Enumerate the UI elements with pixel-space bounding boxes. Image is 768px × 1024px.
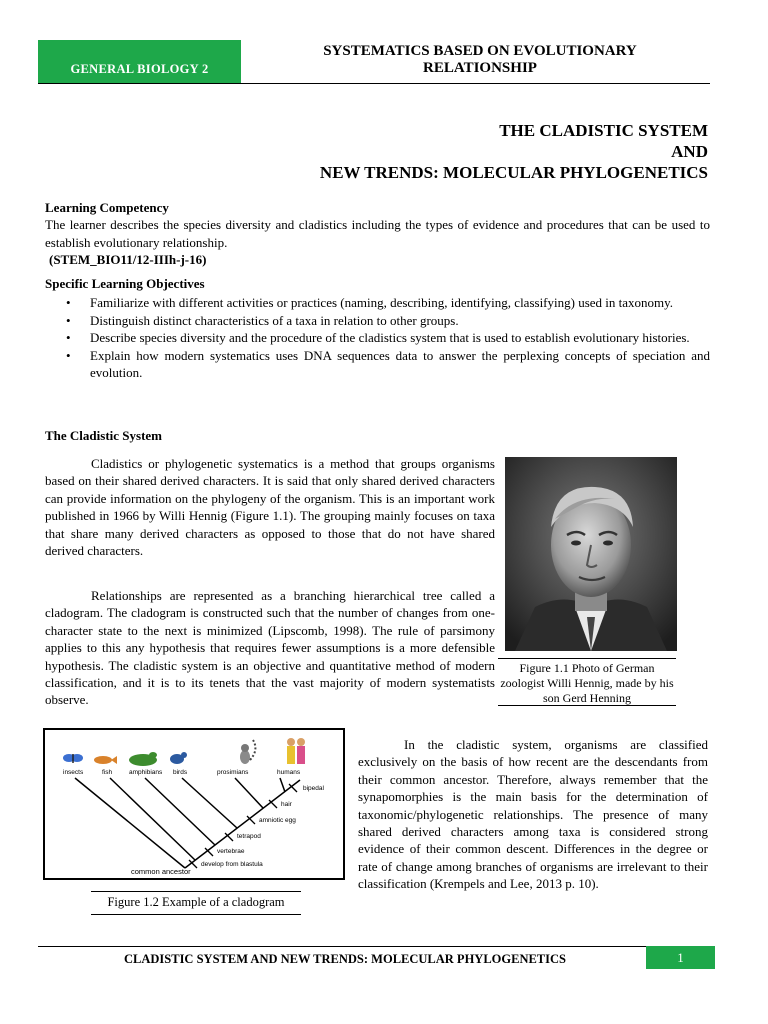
trait-label: bipedal: [303, 785, 324, 792]
butterfly-icon: [63, 754, 83, 763]
list-item: • Describe species diversity and the procedure of the cladistics system that is used to establish evolutionary histories.: [66, 330, 690, 346]
learning-competency-heading: Learning Competency: [45, 200, 169, 215]
objectives-section: [45, 275, 710, 381]
learning-competency-text: The learner describes the species diversity and cladistics including the types of evidence and procedures that can be used to establish evolutionary relationship.: [45, 217, 710, 250]
bird-icon: [170, 752, 187, 764]
list-item: • Distinguish distinct characteristics of a taxa in relation to other groups.: [66, 312, 459, 328]
learning-competency-section: [45, 199, 710, 269]
frog-icon: [129, 752, 157, 766]
objectives-heading: Specific Learning Objectives: [45, 276, 205, 291]
list-item: • Explain how modern systematics uses DNA sequences data to answer the perplexing concepts of speciation and evolution.: [66, 347, 710, 381]
taxon-label: prosimians: [217, 769, 249, 776]
competency-code: (STEM_BIO11/12-IIIh-j-16): [49, 252, 207, 268]
paragraph-cladogram: Relationships are represented as a branching hierarchical tree called a cladogram. The cladogram is constructed such that the number of changes from one-character state to the next is minimized (Lipscomb, 1998). The rule of parsimony applies to this any hypothesis that requires fewer assumptions is a more defensible hypothesis. The cladistic system is an objective and quantitative method of modern classification, and it is to its tenets that the vast majority of modern systematists observe.: [45, 588, 495, 708]
cladistic-system-heading: The Cladistic System: [45, 428, 162, 443]
subject-label: GENERAL BIOLOGY 2: [70, 62, 209, 76]
trait-label: tetrapod: [237, 833, 261, 840]
bullet-icon: •: [66, 312, 71, 328]
root-label: common ancestor: [131, 867, 191, 876]
lemur-icon: [240, 740, 255, 764]
portrait-image: [505, 457, 677, 651]
header-title: SYSTEMATICS BASED ON EVOLUTIONARY RELATIONSHIP: [323, 43, 637, 76]
bullet-icon: •: [66, 295, 71, 311]
footer-title: CLADISTIC SYSTEM AND NEW TRENDS: MOLECULAR PHYLOGENETICS: [124, 952, 566, 966]
humans-icon: [287, 738, 305, 764]
taxon-label: humans: [277, 769, 301, 776]
bullet-icon: •: [66, 330, 71, 346]
header-divider: [38, 83, 710, 84]
footer-divider: [38, 946, 710, 947]
figure-2-caption: Figure 1.2 Example of a cladogram: [91, 891, 301, 915]
hennig-photo: [505, 457, 677, 651]
cladogram-diagram: [45, 730, 342, 877]
figure-1-caption: Figure 1.1 Photo of German zoologist Willi Hennig, made by his son Gerd Henning: [498, 658, 676, 706]
paragraph-cladistics: Cladistics or phylogenetic systematics is a method that groups organisms based on their shared derived characters. It is said that only shared derived characters can provide information on the phylogeny of the organism. This is an important work published in 1966 by Willi Hennig (Figure 1.1). The grouping mainly focuses on taxa that share many derived characters as opposed to those that do not have shared derived characters.: [45, 456, 495, 559]
objectives-list: [45, 294, 710, 381]
taxon-label: fish: [102, 769, 113, 776]
page-number: 1: [646, 946, 715, 969]
bullet-icon: •: [66, 347, 71, 363]
page-title: THE CLADISTIC SYSTEM AND NEW TRENDS: MOLECULAR PHYLOGENETICS: [319, 121, 708, 182]
fish-icon: [94, 756, 117, 764]
cladogram-figure: [43, 728, 345, 880]
taxon-label: amphibians: [129, 769, 163, 776]
list-item: • Familiarize with different activities or practices (naming, describing, identifying, classifying) used in taxonomy.: [66, 295, 674, 311]
trait-label: amniotic egg: [259, 817, 296, 824]
taxon-label: insects: [63, 769, 84, 776]
taxon-label: birds: [173, 769, 188, 776]
trait-label: hair: [281, 801, 292, 808]
trait-label: develop from blastula: [201, 861, 263, 868]
trait-label: vertebrae: [217, 848, 245, 855]
subject-banner: [38, 40, 241, 83]
paragraph-classification: In the cladistic system, organisms are classified exclusively on the basis of how recent are the descendants from their common ancestor. Therefore, always remember that the synapomorphies is the main basis for the determination of taxonomic/phylogenetic relationships. The presence of many shared derived characters among taxa is considered strong evidence of their common descent. Differences in the degree or rate of change among branches of organisms are irrelevant to their classification (Krempels and Lee, 2013 p. 10).: [358, 737, 708, 892]
